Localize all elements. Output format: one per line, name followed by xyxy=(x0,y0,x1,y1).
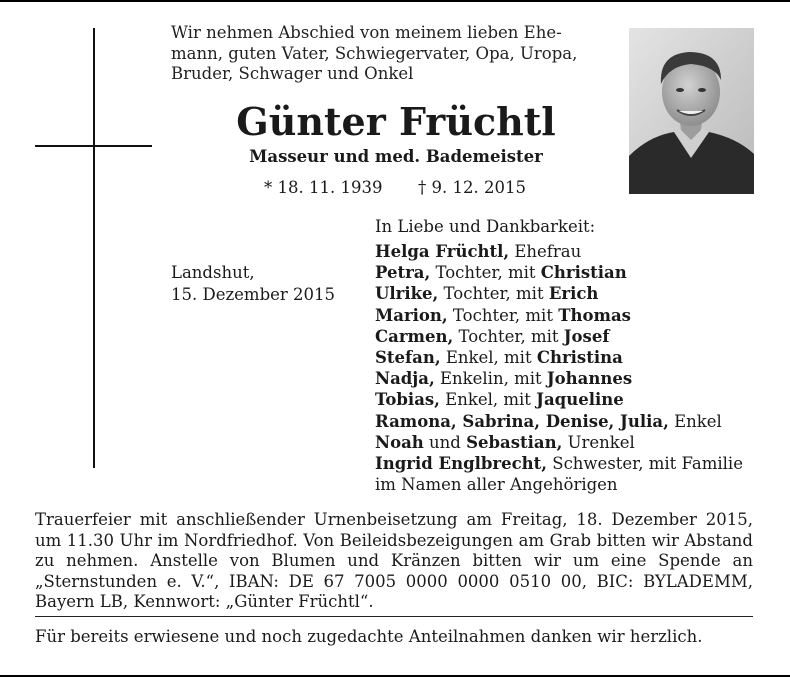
intro-text xyxy=(171,23,611,85)
final-thanks: Für bereits erwiesene und noch zugedachte Anteilnahmen danken wir herzlich. xyxy=(35,627,703,646)
member-relation: Tochter, mit xyxy=(453,326,564,346)
partner-name: Christina xyxy=(536,348,623,368)
cross-icon xyxy=(93,28,95,468)
member-relation: Ehefrau xyxy=(509,242,582,261)
deceased-name: Günter Früchtl xyxy=(236,99,556,144)
family-member xyxy=(375,432,775,453)
death-date: † 9. 12. 2015 xyxy=(418,178,526,197)
family-list xyxy=(375,241,775,495)
family-member xyxy=(375,241,775,262)
top-border xyxy=(0,0,790,2)
member-name: Ingrid Englbrecht, xyxy=(375,454,548,474)
notice-date: 15. Dezember 2015 xyxy=(171,285,336,304)
member-name: Marion, xyxy=(375,305,448,325)
intro-line: Wir nehmen Abschied von meinem lieben Ehe- xyxy=(171,23,562,42)
partner-name: Erich xyxy=(548,284,599,304)
member-name: Ulrike, xyxy=(375,284,439,304)
member-name: Nadja, xyxy=(375,369,435,389)
member-name: Tobias, xyxy=(375,390,440,410)
place: Landshut, xyxy=(171,263,255,282)
funeral-notice: Trauerfeier mit anschließender Urnenbeisetzung am Freitag, 18. Dezember 2015, um 11.30 Uhr im Nordfriedhof. Von Beileidsbezeigungen am Grab bitten wir Abstand zu nehmen. Anstelle von Blumen und Kränzen bitten wir um eine Spende an „Sternstunden e. V.“, IBAN: DE 67 7005 0000 0000 0510 00, BIC: BYLADEMM, Bayern LB, Kennwort: „Günter Früchtl“. xyxy=(35,510,753,611)
member-name: Ramona, Sabrina, Denise, Julia, xyxy=(375,411,669,431)
member-relation: Enkelin, mit xyxy=(434,369,547,389)
family-member xyxy=(375,305,775,326)
divider xyxy=(35,616,753,617)
member-name: Stefan, xyxy=(375,348,441,368)
family-member xyxy=(375,389,775,410)
member-relation: Enkel xyxy=(668,411,722,431)
partner-name: Johannes xyxy=(546,369,633,389)
partner-name: Thomas xyxy=(558,305,631,325)
member-conjunction: und xyxy=(423,432,467,452)
member-name: Sebastian, xyxy=(466,432,563,452)
portrait-photo xyxy=(629,28,754,194)
member-relation: im Namen aller Angehörigen xyxy=(375,475,618,495)
member-name: Helga Früchtl, xyxy=(375,242,510,261)
family-member xyxy=(375,453,775,474)
thanks-intro: In Liebe und Dankbarkeit: xyxy=(375,217,596,236)
member-relation: Urenkel xyxy=(562,432,635,452)
family-member xyxy=(375,347,775,368)
member-relation: Enkel, mit xyxy=(440,348,537,368)
family-member xyxy=(375,262,775,283)
partner-name: Josef xyxy=(563,326,610,346)
member-name: Noah xyxy=(375,432,424,452)
member-name: Carmen, xyxy=(375,326,454,346)
family-member xyxy=(375,283,775,304)
member-relation: Tochter, mit xyxy=(438,284,549,304)
family-member xyxy=(375,326,775,347)
family-member xyxy=(375,474,775,495)
family-member xyxy=(375,411,775,432)
partner-name: Christian xyxy=(540,263,627,283)
member-relation: Schwester, mit Familie xyxy=(547,454,743,474)
birth-date: * 18. 11. 1939 xyxy=(264,178,383,197)
member-relation: Enkel, mit xyxy=(439,390,537,410)
intro-line: mann, guten Vater, Schwiegervater, Opa, Uropa, xyxy=(171,43,578,63)
member-relation: Tochter, mit xyxy=(430,263,541,283)
family-member xyxy=(375,368,775,389)
profession: Masseur und med. Bademeister xyxy=(249,147,543,166)
cross-icon-crossbar xyxy=(35,145,152,147)
partner-name: Jaqueline xyxy=(536,390,624,410)
member-relation: Tochter, mit xyxy=(447,305,559,325)
member-name: Petra, xyxy=(375,263,431,283)
portrait-image xyxy=(629,28,754,194)
intro-line: Bruder, Schwager und Onkel xyxy=(171,64,414,83)
